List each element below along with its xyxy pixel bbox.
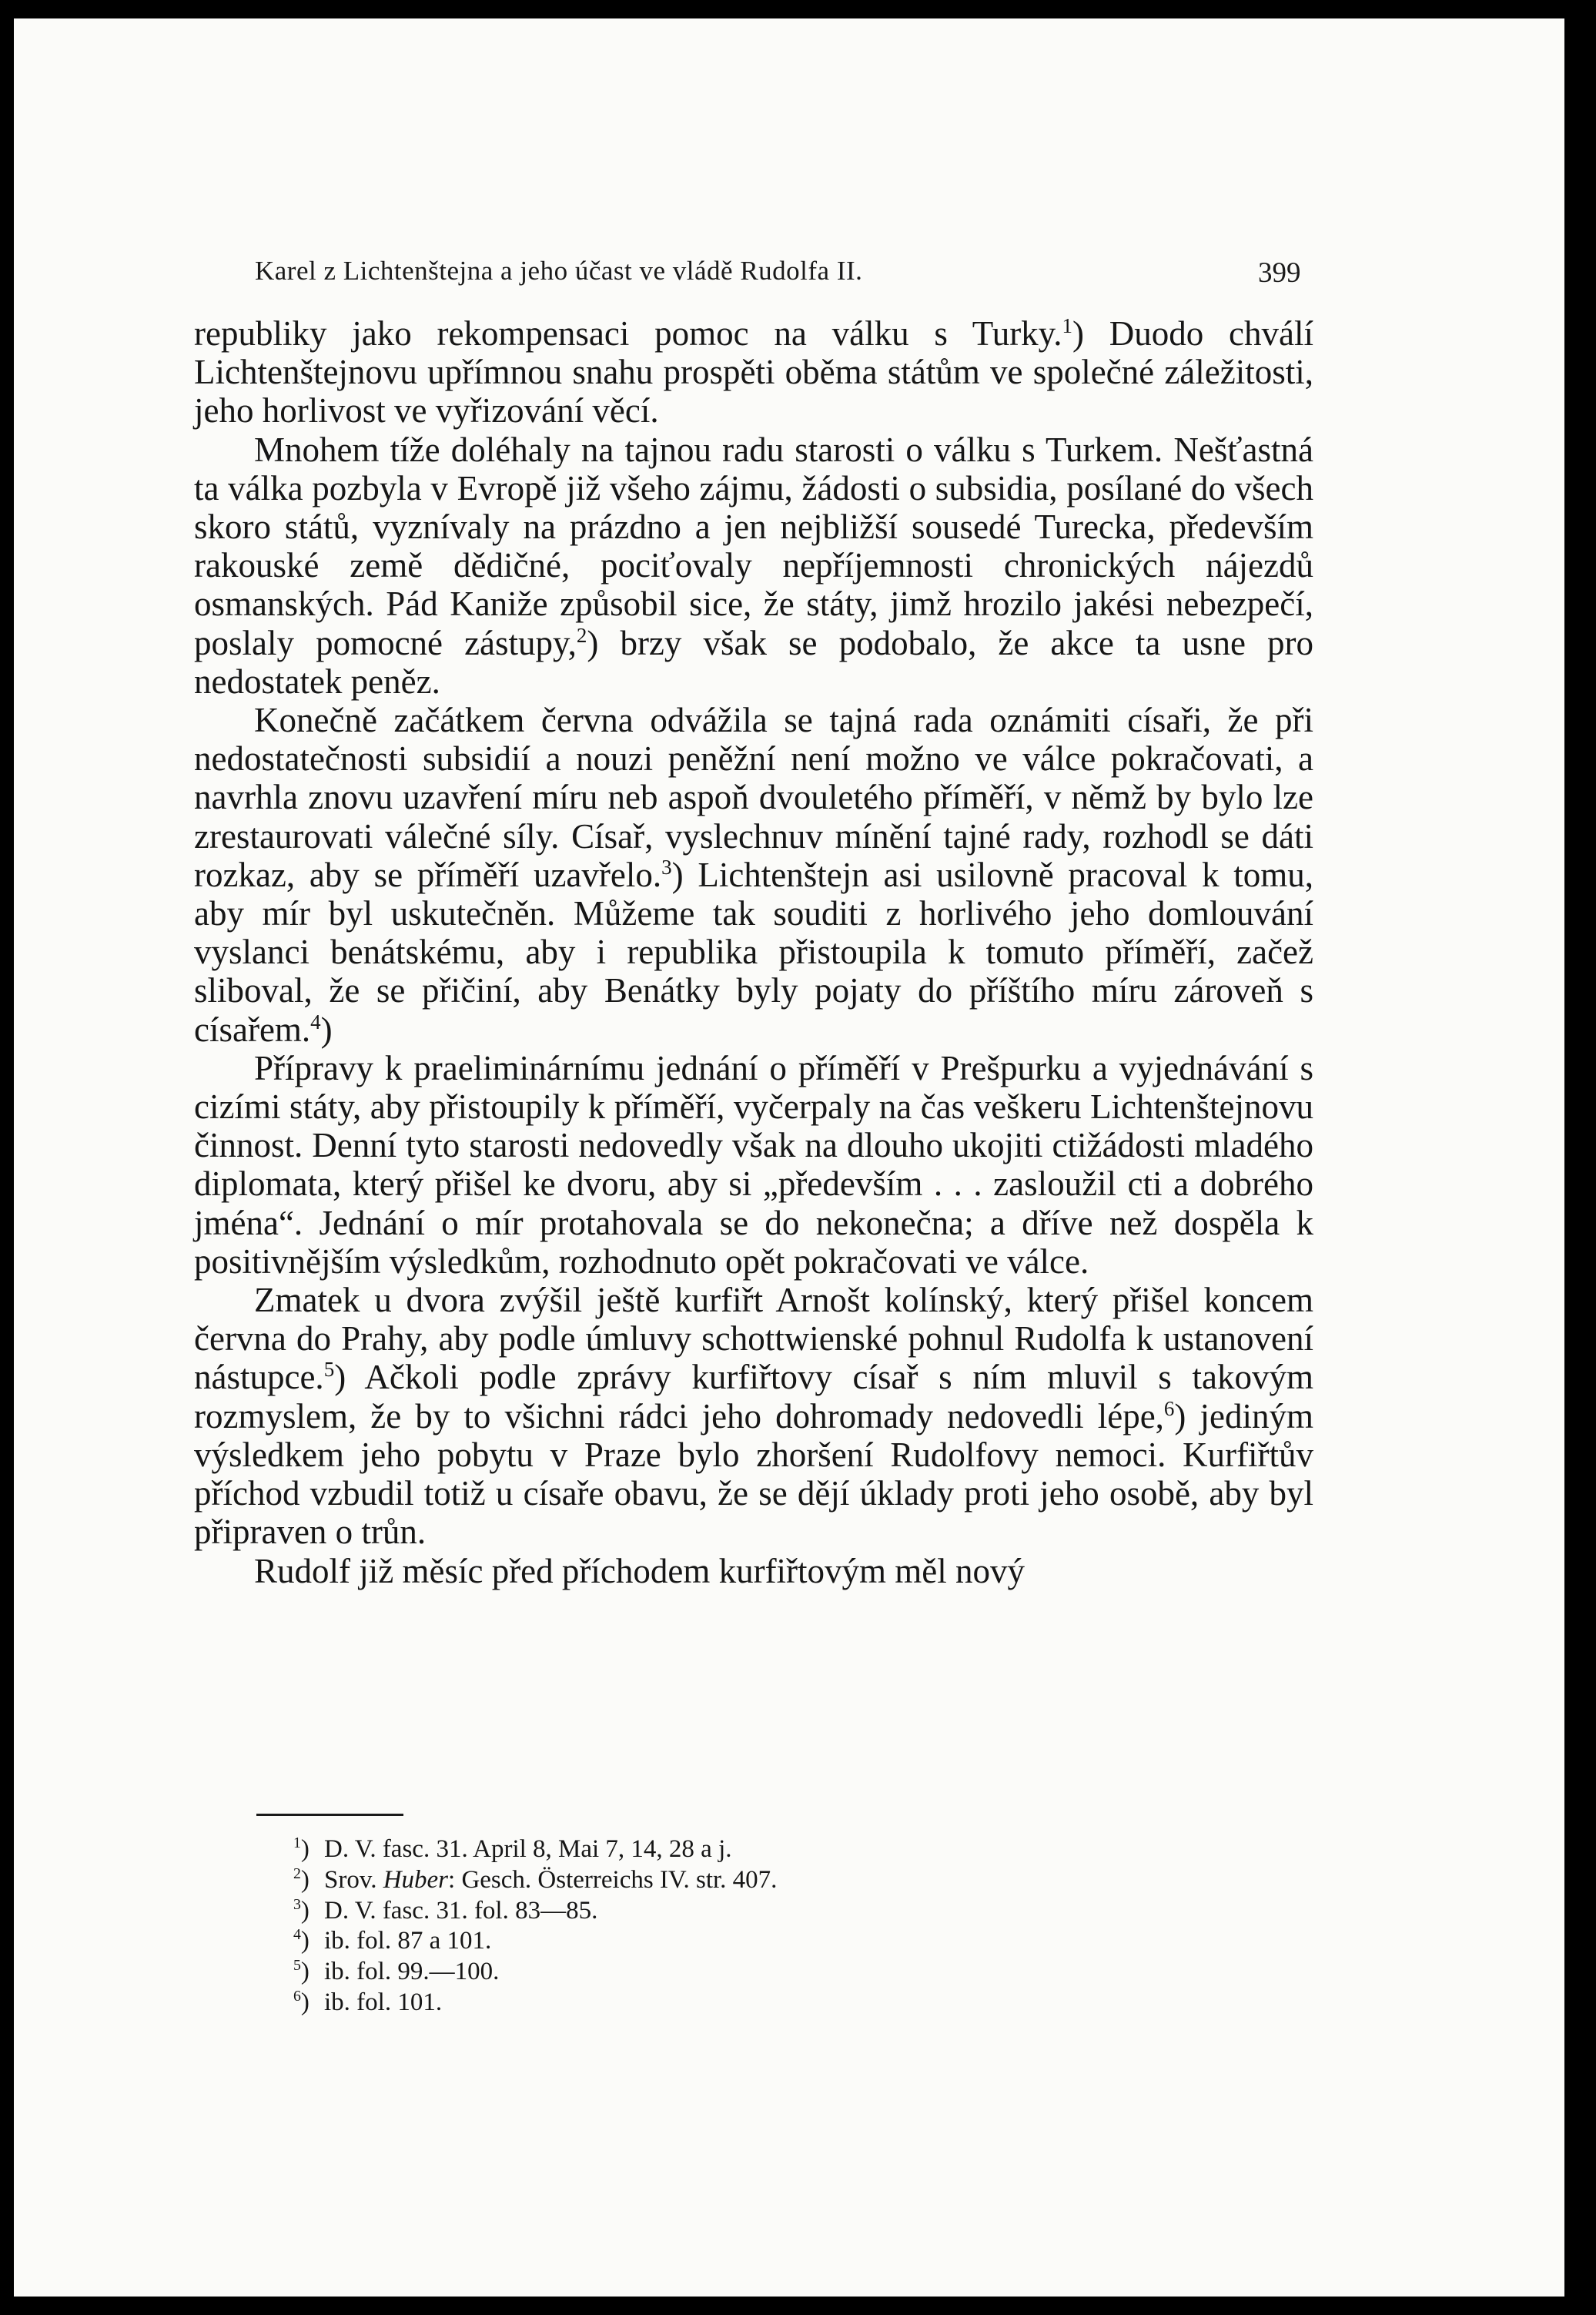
footnote-author: Huber	[383, 1865, 449, 1894]
paragraph-text: Zmatek u dvora zvýšil ještě kurfiřt Arnošt kolínský, který přišel koncem června do Prahy, aby podle úmluvy schottwienské pohnul Rudolfa k ustanovení nástupce.	[194, 1281, 1313, 1397]
paragraph	[194, 1281, 1313, 1551]
book-page	[14, 18, 1564, 2297]
paragraph-text: Mnohem tíže doléhaly na tajnou radu starosti o válku s Turkem. Nešťastná ta válka pozbyla v Evropě již všeho zájmu, žádosti o subsidia, posílané do všech skoro států, vyznívaly na prázdno a jen nejbližší sousedé Turecka, především rakouské země dědičné, pociťovaly nepříjemnosti chronických nájezdů osmanských. Pád Kaniže způsobil sice, že státy, jimž hrozilo jakési nebezpečí, poslaly pomocné zástupy,	[194, 430, 1313, 662]
footnote-marker: $^5$)	[293, 1957, 309, 1986]
footnote-marker: $^6$)	[293, 1988, 309, 2016]
footnote-number: 2	[293, 1864, 301, 1882]
footnote-reference-number: 2	[576, 623, 587, 647]
running-title: Karel z Lichtenštejna a jeho účast ve vládě Rudolfa II.	[255, 256, 863, 286]
footnote-reference: $^3$)	[661, 855, 684, 894]
paragraph-text: Duodo chválí Lichtenštejnovu upřímnou snahu prospěti oběma státům ve společné záležitosti, jeho horlivost ve vyřizování věcí.	[194, 314, 1313, 431]
footnote-number: 1	[293, 1834, 301, 1852]
page-number: 399	[1258, 257, 1301, 289]
footnote-reference: $^4$)	[310, 1010, 333, 1049]
footnote-reference-number: 5	[323, 1358, 335, 1382]
footnote-text: ib. fol. 101.	[324, 1988, 443, 2016]
paragraph-text: Přípravy k praeliminárnímu jednání o příměří v Prešpurku a vyjednávání s cizími státy, aby přistoupily k příměří, vyčerpaly na čas veškeru Lichtenštejnovu činnost. Denní tyto starosti nedovedly však na dlouho ukojiti ctižádosti mladého diplomata, který přišel ke dvoru, aby si „především . . . zasloužil cti a dobrého jména“. Jednání o mír protahovala se do nekonečna; a dříve než dospěla k positivnějším výsledkům, rozhodnuto opět pokračovati ve válce.	[194, 1048, 1313, 1281]
footnote-number: 4	[293, 1926, 301, 1944]
footnote	[293, 1865, 1140, 1896]
footnote-reference-number: 1	[1062, 313, 1073, 337]
footnote-text: ib. fol. 99.—100.	[324, 1958, 500, 1986]
paragraph	[194, 1049, 1313, 1281]
footnote-number: 6	[293, 1988, 301, 2005]
footnote-reference-number: 3	[661, 855, 672, 879]
footnote-number: 5	[293, 1957, 301, 1975]
footnote-text: D. V. fasc. 31. April 8, Mai 7, 14, 28 a j.	[324, 1835, 732, 1863]
footnotes	[293, 1834, 1140, 2019]
footnote-reference-number: 6	[1163, 1396, 1175, 1420]
footnote	[293, 1834, 1140, 1865]
paragraph-text: Ačkoli podle zprávy kurfiřtovy císař s ním mluvil s takovým rozmyslem, že by to všichni rádci jeho dohromady nedovedli lépe,	[194, 1358, 1313, 1436]
body-text	[194, 314, 1313, 1590]
footnote-text: Srov.	[324, 1865, 383, 1894]
footnote-marker: $^2$)	[293, 1864, 309, 1894]
footnote-marker: $^3$)	[293, 1895, 309, 1925]
paragraph-text: Lichtenštejn asi usilovně pracoval k tomu, aby mír byl uskutečněn. Můžeme tak souditi z horlivého jeho domlouvání vyslanci benátskému, aby i republika přistoupila k tomuto příměří, začež sliboval, že se přičiní, aby Benátky byly pojaty do příštího míru zároveň s císařem.	[194, 855, 1313, 1049]
footnote-marker: $^1$)	[293, 1834, 309, 1863]
footnote-reference-number: 4	[310, 1010, 321, 1034]
paragraph-text: Konečně začátkem června odvážila se tajná rada oznámiti císaři, že při nedostatečnosti subsidií a nouzi peněžní není možno ve válce pokračovati, a navrhla znovu uzavření míru neb aspoň dvouletého příměří, v němž by bylo lze zrestaurovati válečné síly. Císař, vyslechnuv mínění tajné rady, rozhodl se dáti rozkaz, aby se příměří uzavřelo.	[194, 701, 1313, 894]
paragraph-text: jediným výsledkem jeho pobytu v Praze bylo zhoršení Rudolfovy nemoci. Kurfiřtův příchod vzbudil totiž u císaře obavu, že se dějí úklady proti jeho osobě, aby byl připraven o trůn.	[194, 1396, 1313, 1552]
paragraph	[194, 1552, 1313, 1590]
paragraph	[194, 314, 1313, 431]
footnote-reference: $^2$)	[576, 623, 599, 662]
footnote-reference: $^1$)	[1062, 313, 1085, 353]
footnote-reference: $^6$)	[1163, 1396, 1186, 1436]
paragraph	[194, 431, 1313, 701]
footnote-text: D. V. fasc. 31. fol. 83—85.	[324, 1896, 598, 1925]
paragraph-text: republiky jako rekompensaci pomoc na válku s Turky.	[194, 314, 1062, 353]
paragraph-text: Rudolf již měsíc před příchodem kurfiřtovým měl nový	[254, 1551, 1026, 1590]
paragraph-text: brzy však se podobalo, že akce ta usne pro nedostatek peněz.	[194, 623, 1313, 701]
footnote	[293, 1957, 1140, 1988]
footnote	[293, 1988, 1140, 2019]
footnote-number: 3	[293, 1895, 301, 1913]
footnote-reference: $^5$)	[323, 1358, 346, 1397]
footnote	[293, 1926, 1140, 1957]
footnote-text: : Gesch. Österreichs IV. str. 407.	[448, 1865, 778, 1894]
footnote-separator	[256, 1814, 403, 1816]
footnote	[293, 1896, 1140, 1927]
footnote-marker: $^4$)	[293, 1926, 309, 1955]
paragraph	[194, 701, 1313, 1049]
footnote-text: ib. fol. 87 a 101.	[324, 1927, 492, 1955]
